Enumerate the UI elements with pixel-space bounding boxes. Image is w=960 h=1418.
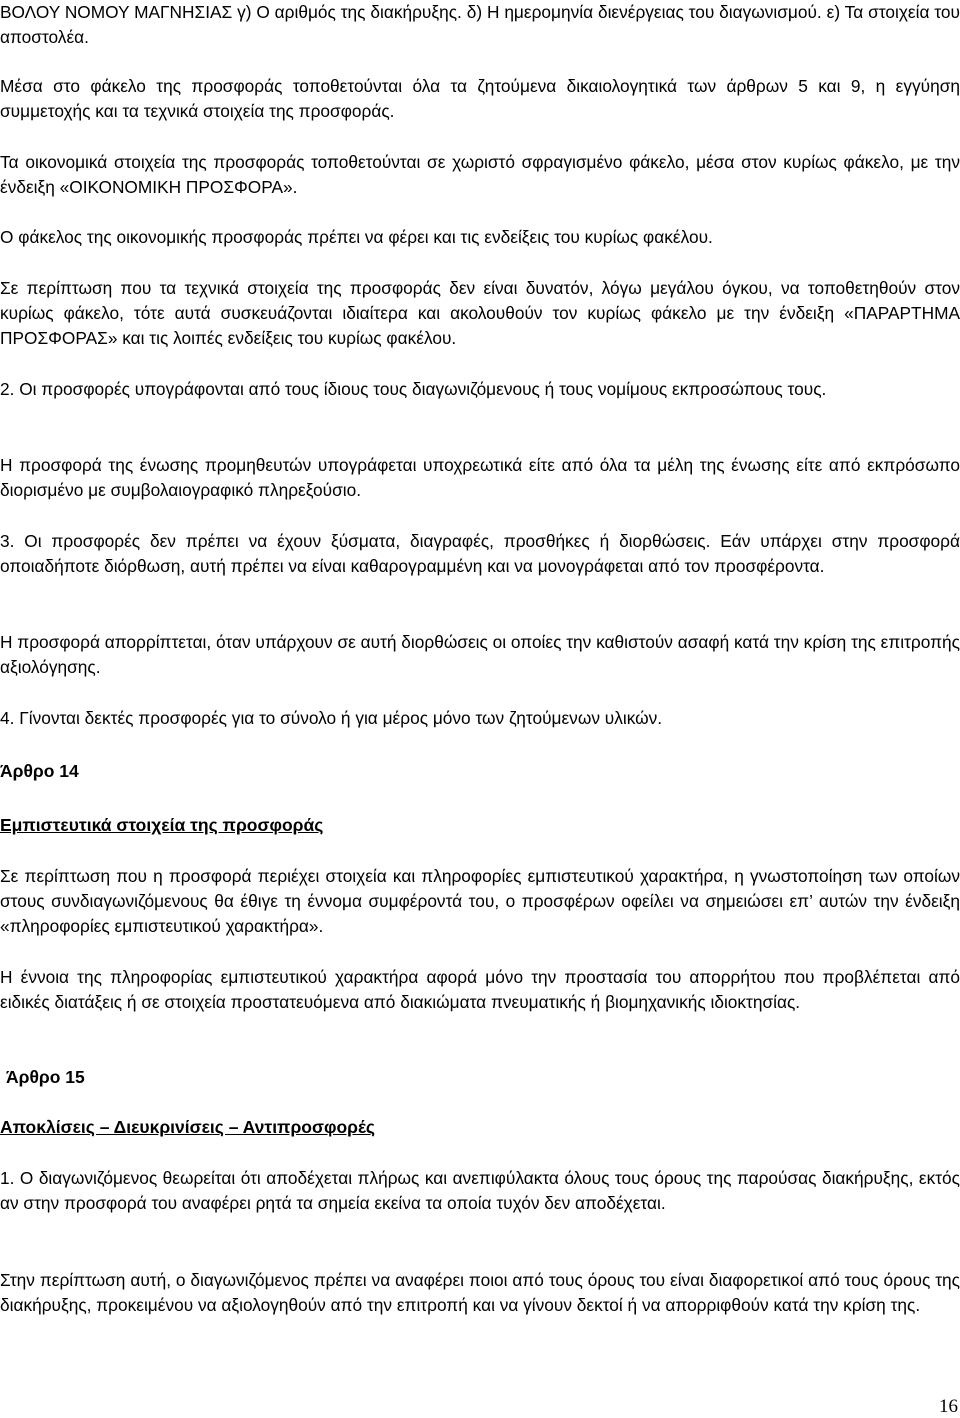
article-15-number: Άρθρο 15 [6, 1067, 85, 1087]
paragraph-technical-annex: Σε περίπτωση που τα τεχνικά στοιχεία της προσφοράς δεν είναι δυνατόν, λόγω μεγάλου όγκου, να τοποθετηθούν στον κυρίως φάκελο, τότε αυτά συσκευάζονται ιδιαίτερα και ακολουθούν τον κυρίως φάκελο με την ένδειξη «ΠΑΡΑΡΤΗΜΑ ΠΡΟΣΦΟΡΑΣ» και τις λοιπές ενδείξεις του κυρίως φακέλου. [0, 278, 960, 348]
paragraph-rejection: Η προσφορά απορρίπτεται, όταν υπάρχουν σε αυτή διορθώσεις οι οποίες την καθιστούν ασαφή κατά την κρίση της επιτροπής αξιολόγησης. [0, 632, 960, 677]
paragraph-signing: 2. Οι προσφορές υπογράφονται από τους ίδιους τους διαγωνιζόμενους ή τους νομίμους εκπροσώπους τους. [0, 379, 827, 399]
page-number: 16 [939, 1396, 958, 1417]
article-14-number: Άρθρο 14 [0, 761, 79, 781]
paragraph-sender-details: ΒΟΛΟΥ ΝΟΜΟΥ ΜΑΓΝΗΣΙΑΣ γ) Ο αριθμός της διακήρυξης. δ) Η ημερομηνία διενέργειας του διαγωνισμού. ε) Τα στοιχεία του αποστολέα. [0, 2, 960, 47]
article-15-title: Αποκλίσεις – Διευκρινίσεις – Αντιπροσφορές [0, 1117, 375, 1137]
article-14-paragraph-definition: Η έννοια της πληροφορίας εμπιστευτικού χαρακτήρα αφορά μόνο την προστασία του απορρήτου που προβλέπεται από ειδικές διατάξεις ή σε στοιχεία προστατευόμενα από διακιώματα πνευματικής ή βιομηχανικής ιδιοκτησίας. [0, 967, 960, 1012]
paragraph-partial-offers: 4. Γίνονται δεκτές προσφορές για το σύνολο ή για μέρος μόνο των ζητούμενων υλικών. [0, 708, 663, 728]
paragraph-envelope-contents: Μέσα στο φάκελο της προσφοράς τοποθετούνται όλα τα ζητούμενα δικαιολογητικά των άρθρων 5 και 9, η εγγύηση συμμετοχής και τα τεχνικά στοιχεία της προσφοράς. [0, 76, 960, 121]
article-15-paragraph-deviations: Στην περίπτωση αυτή, ο διαγωνιζόμενος πρέπει να αναφέρει ποιοι από τους όρους του είναι διαφορετικοί από τους όρους της διακήρυξης, προκειμένου να αξιολογηθούν από την επιτροπή και να γίνουν δεκτοί ή να απορριφθούν κατά την κρίση της. [0, 1270, 960, 1315]
paragraph-financial-envelope: Τα οικονομικά στοιχεία της προσφοράς τοποθετούνται σε χωριστό σφραγισμένο φάκελο, μέσα στον κυρίως φάκελο, με την ένδειξη «ΟΙΚΟΝΟΜΙΚΗ ΠΡΟΣΦΟΡΑ». [0, 152, 960, 197]
article-14-title: Εμπιστευτικά στοιχεία της προσφοράς [0, 815, 324, 835]
paragraph-corrections: 3. Οι προσφορές δεν πρέπει να έχουν ξύσματα, διαγραφές, προσθήκες ή διορθώσεις. Εάν υπάρχει στην προσφορά οποιαδήποτε διόρθωση, αυτή πρέπει να είναι καθαρογραμμένη και να μονογράφεται από τον προσφέροντα. [0, 531, 960, 576]
article-14-paragraph-confidential: Σε περίπτωση που η προσφορά περιέχει στοιχεία και πληροφορίες εμπιστευτικού χαρακτήρα, η γνωστοποίηση των οποίων στους συνδιαγωνιζόμενους θα έθιγε τη έννομα συμφέροντά του, ο προσφέρων οφείλει να σημειώσει επ’ αυτών την ένδειξη «πληροφορίες εμπιστευτικού χαρακτήρα». [0, 866, 960, 936]
paragraph-financial-envelope-markings: Ο φάκελος της οικονομικής προσφοράς πρέπει να φέρει και τις ενδείξεις του κυρίως φακέλου. [0, 227, 713, 247]
article-15-paragraph-acceptance: 1. Ο διαγωνιζόμενος θεωρείται ότι αποδέχεται πλήρως και ανεπιφύλακτα όλους τους όρους της παρούσας διακήρυξης, εκτός αν στην προσφορά του αναφέρει ρητά τα σημεία εκείνα τα οποία τυχόν δεν αποδέχεται. [0, 1168, 960, 1213]
paragraph-consortium-signing: Η προσφορά της ένωσης προμηθευτών υπογράφεται υποχρεωτικά είτε από όλα τα μέλη της ένωσης είτε από εκπρόσωπο διορισμένο με συμβολαιογραφικό πληρεξούσιο. [0, 455, 960, 500]
